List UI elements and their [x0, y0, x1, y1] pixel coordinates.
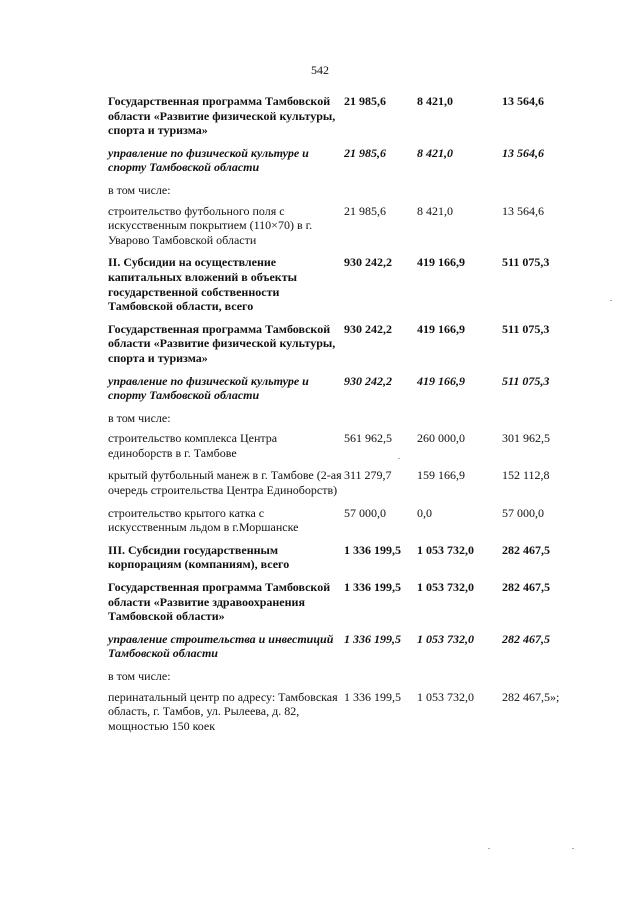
value-first: 419 166,9: [417, 373, 465, 388]
value-total: [344, 183, 417, 204]
value-total: 930 242,2: [344, 321, 392, 336]
value-first: 1 053 732,0: [417, 542, 474, 557]
value-second: [502, 183, 588, 204]
table-row: [108, 543, 588, 580]
value-total: 21 985,6: [344, 203, 386, 218]
value-first: 419 166,9: [417, 255, 465, 270]
scan-speck: [398, 458, 400, 459]
table-row: [108, 468, 588, 505]
value-second: 57 000,0: [502, 505, 544, 520]
scan-speck: [488, 848, 490, 849]
table-row: [108, 204, 588, 256]
table-row-subheading: [108, 183, 588, 204]
value-first: 8 421,0: [417, 145, 453, 160]
row-name: управление строительства и инвестиций Тамбовской области: [108, 631, 334, 661]
value-second: 282 467,5: [502, 631, 550, 646]
value-second: 282 467,5: [502, 580, 550, 595]
value-total: 1 336 199,5: [344, 631, 401, 646]
row-name: III. Субсидии государственным корпорациям (компаниям), всего: [108, 542, 290, 572]
value-second: 13 564,6: [502, 145, 544, 160]
row-name: II. Субсидии на осуществление капитальных вложений в объекты государственной собственности Тамбовской области, всего: [108, 255, 297, 314]
value-total: 1 336 199,5: [344, 689, 401, 704]
value-first: 419 166,9: [417, 321, 465, 336]
value-second: 152 112,8: [502, 468, 550, 483]
value-first: 0,0: [417, 505, 432, 520]
value-total: 1 336 199,5: [344, 580, 401, 595]
value-second: 13 564,6: [502, 94, 544, 108]
value-total: 930 242,2: [344, 373, 392, 388]
table-row: [108, 94, 588, 146]
value-first: 1 053 732,0: [417, 689, 474, 704]
budget-table: [108, 94, 588, 741]
value-first: [417, 411, 502, 432]
value-total: [344, 411, 417, 432]
value-total: 311 279,7: [344, 468, 392, 483]
value-first: [417, 669, 502, 690]
value-second: 13 564,6: [502, 203, 544, 218]
value-total: 21 985,6: [344, 145, 386, 160]
table-row: [108, 255, 588, 321]
row-name: управление по физической культуре и спорту Тамбовской области: [108, 145, 309, 175]
scan-speck: [572, 848, 574, 849]
table-row: [108, 580, 588, 632]
value-first: [417, 183, 502, 204]
table-row: [108, 146, 588, 183]
table-row: [108, 632, 588, 669]
row-name: управление по физической культуре и спорту Тамбовской области: [108, 373, 309, 403]
row-name: Государственная программа Тамбовской области «Развитие здравоохранения Тамбовской области»: [108, 580, 331, 624]
value-total: [344, 669, 417, 690]
value-total: 1 336 199,5: [344, 542, 401, 557]
value-total: 57 000,0: [344, 505, 386, 520]
row-name: в том числе:: [108, 669, 171, 683]
row-name: Государственная программа Тамбовской области «Развитие физической культуры, спорта и туризма»: [108, 321, 336, 365]
value-second: [502, 411, 588, 432]
row-name: в том числе:: [108, 410, 171, 425]
value-total: 21 985,6: [344, 94, 386, 108]
table-row: [108, 322, 588, 374]
value-first: 8 421,0: [417, 94, 453, 108]
value-second: 301 962,5: [502, 431, 550, 446]
budget-table-body: [108, 94, 588, 741]
row-name: в том числе:: [108, 182, 171, 197]
value-total: 930 242,2: [344, 255, 392, 270]
value-first: 1 053 732,0: [417, 580, 474, 595]
table-row: [108, 690, 588, 742]
value-first: 260 000,0: [417, 431, 465, 446]
value-second: 282 467,5»;: [502, 689, 560, 704]
row-name: крытый футбольный манеж в г. Тамбове (2-ая очередь строительства Центра Единоборств): [108, 468, 342, 498]
table-row: [108, 431, 588, 468]
row-name: строительство футбольного поля с искусственным покрытием (110×70) в г. Уварово Тамбовской области: [108, 203, 313, 247]
row-name: строительство крытого катка с искусственным льдом в г.Моршанске: [108, 505, 299, 535]
value-first: 8 421,0: [417, 203, 453, 218]
value-first: 159 166,9: [417, 468, 465, 483]
table-row: [108, 506, 588, 543]
value-second: [502, 669, 588, 690]
page-number: 542: [311, 63, 329, 77]
value-second: 511 075,3: [502, 255, 550, 270]
table-row-subheading: [108, 411, 588, 432]
row-name: строительство комплекса Центра единоборств в г. Тамбове: [108, 431, 278, 460]
value-first: 1 053 732,0: [417, 631, 474, 646]
value-second: 282 467,5: [502, 542, 550, 557]
table-row-subheading: [108, 669, 588, 690]
value-second: 511 075,3: [502, 321, 550, 336]
scan-speck: [610, 300, 612, 301]
value-total: 561 962,5: [344, 431, 392, 446]
row-name: перинатальный центр по адресу: Тамбовская область, г. Тамбов, ул. Рылеева, д. 82, мощностью 150 коек: [108, 689, 338, 733]
value-second: 511 075,3: [502, 373, 550, 388]
table-row: [108, 374, 588, 411]
row-name: Государственная программа Тамбовской области «Развитие физической культуры, спорта и туризма»: [108, 94, 336, 138]
